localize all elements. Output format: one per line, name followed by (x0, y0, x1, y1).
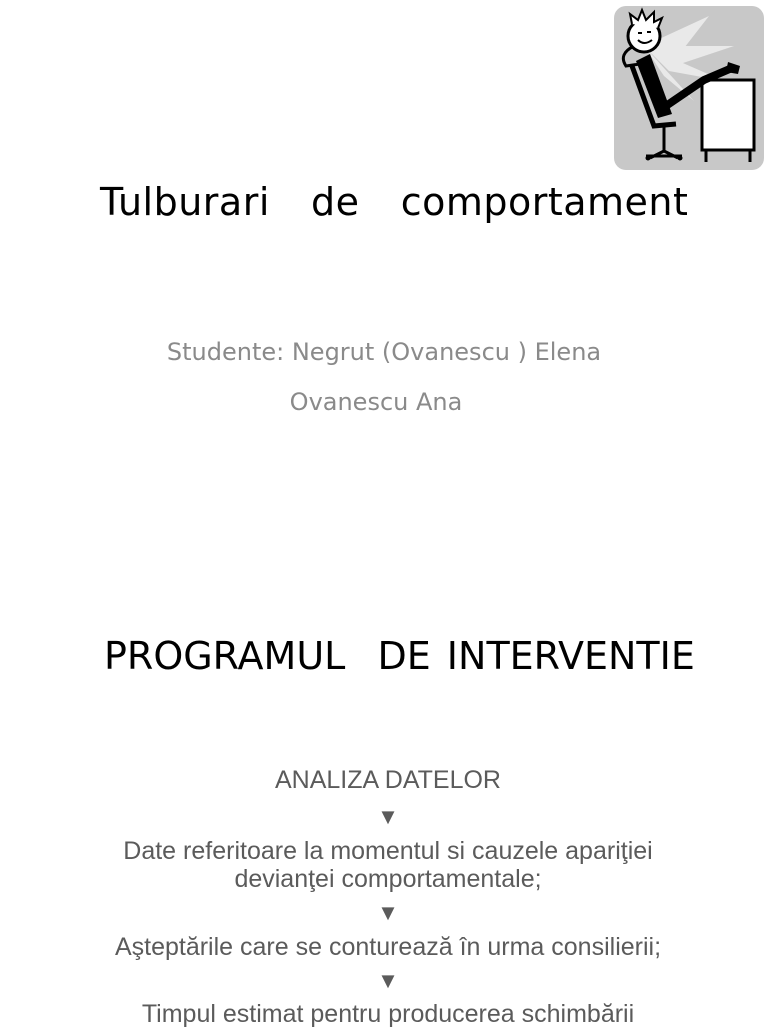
students-line-1: Studente: Negrut (Ovanescu ) Elena (166, 338, 602, 366)
flow-item-3: Timpul estimat pentru producerea schimbării (141, 1000, 635, 1028)
flow-item-1-line-2: devianţei comportamentale; (234, 865, 542, 893)
flow-heading: ANALIZA DATELOR (275, 766, 501, 794)
flow-arrow-2: ▼ (377, 900, 399, 925)
students-line-2: Ovanescu Ana (289, 388, 463, 416)
flow-item-1-line-1: Date referitoare la momentul si cauzele apariţiei (123, 837, 653, 865)
flow-arrow-1: ▼ (377, 804, 399, 829)
slide-title: Tulburari de comportament (100, 180, 689, 224)
flow-item-2: Aşteptările care se conturează în urma consilierii; (114, 933, 662, 961)
relaxed-person-feet-on-desk-icon (614, 6, 764, 170)
section-title: PROGRAMUL DE INTERVENTIE (104, 634, 695, 678)
flow-arrow-3: ▼ (377, 968, 399, 993)
